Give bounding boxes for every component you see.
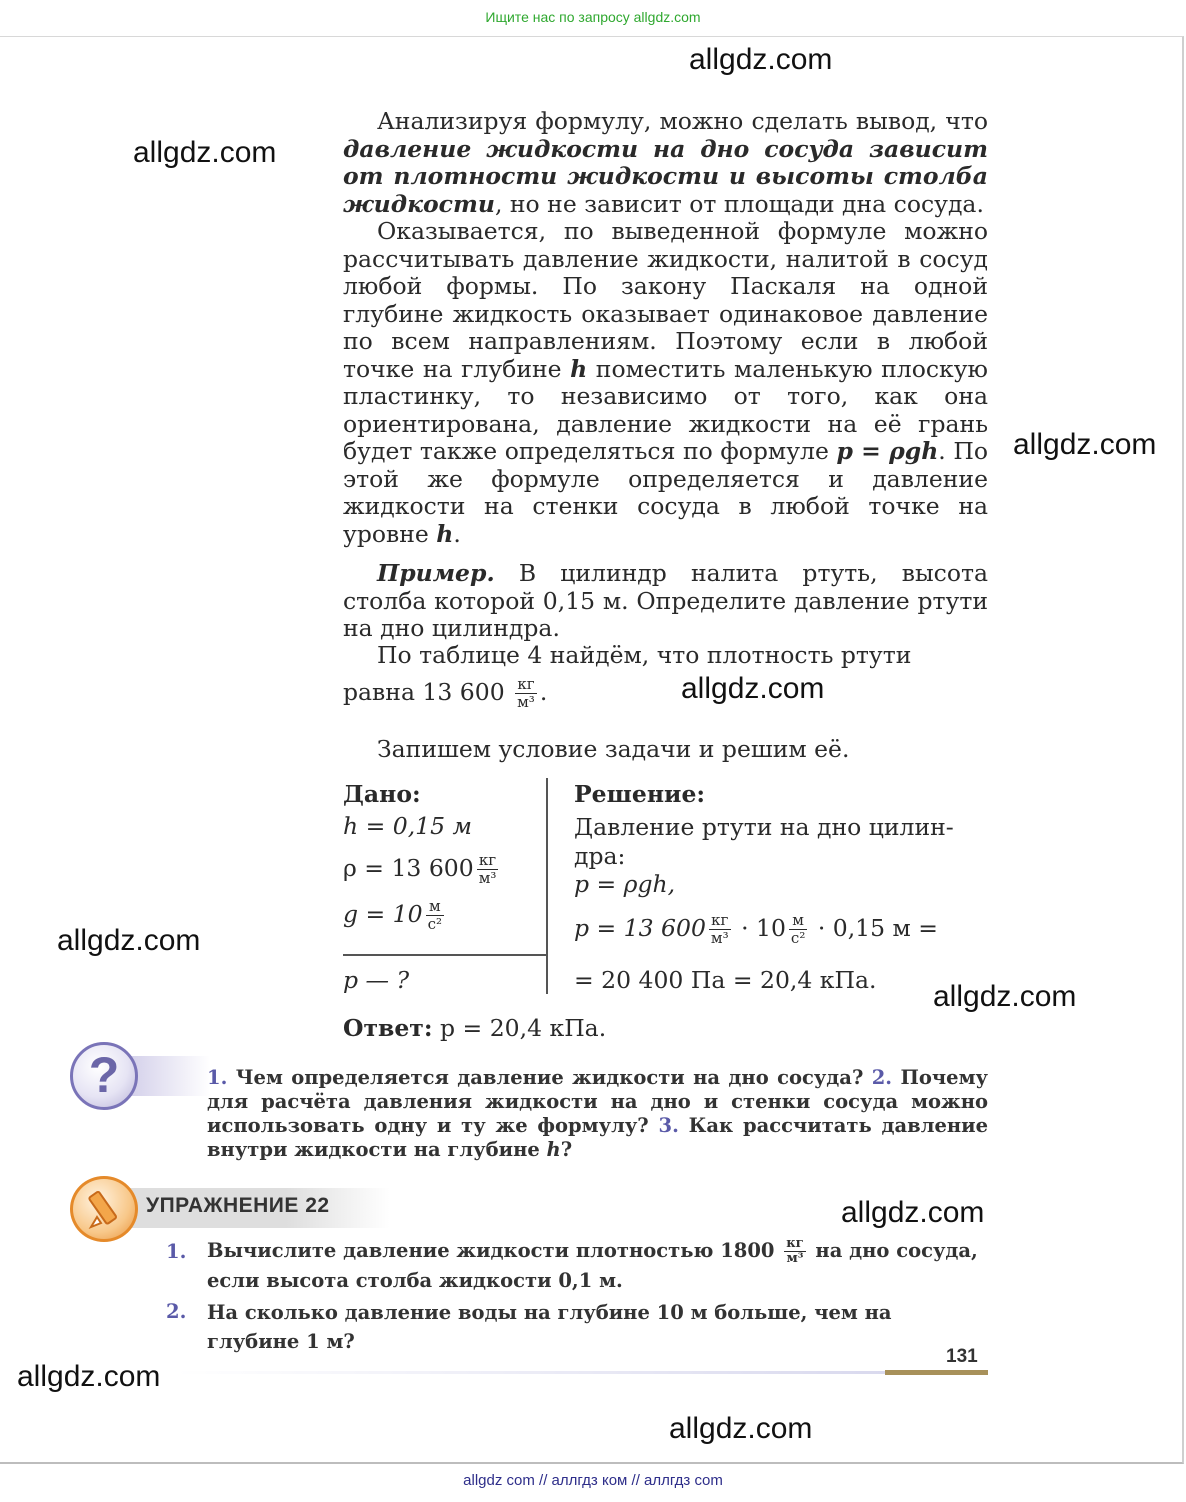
exercise-title: УПРАЖНЕНИЕ 22 xyxy=(146,1194,330,1217)
page-number: 131 xyxy=(946,1346,978,1367)
paragraph-pascal: Оказывается, по выведенной формуле можно рассчитывать давление жидкости, налитой в сосуд любой формы. По закону Паскаля на одной глубине жидкость оказывает одинаковое давление по всем направлениям. Поэтому если в любой точке на глубине h поместить маленькую плоскую пластинку, то независимо от того, как она ориентирована, давление жидкости на её грань будет также определяться по формуле p = ρgh. По этой же формуле определяется и давление жидкости на стенки сосуда в любой точке на уровне h. xyxy=(343,217,988,548)
given-divider xyxy=(546,778,548,994)
watermark: allgdz.com xyxy=(133,136,277,169)
solution-title: Решение: xyxy=(574,780,706,808)
watermark: allgdz.com xyxy=(669,1412,813,1445)
watermark: allgdz.com xyxy=(17,1360,161,1393)
question-icon: ? xyxy=(70,1042,138,1110)
exercise-item: На сколько давление воды на глубине 10 м больше, чем на глубине 1 м? xyxy=(207,1301,892,1353)
answer: Ответ: p = 20,4 кПа. xyxy=(343,1014,607,1042)
solution-text: дра: xyxy=(574,842,626,870)
given-g: g = 10 $\frac{м}{\text{с²}}$ xyxy=(343,897,442,933)
write-condition: Запишем условие задачи и решим её. xyxy=(377,735,850,763)
exercise-number: 2. xyxy=(166,1300,187,1323)
table-reference: По таблице 4 найдём, что плотность ртути xyxy=(377,641,912,669)
watermark: allgdz.com xyxy=(933,980,1077,1013)
solution-text: Давление ртути на дно цилин- xyxy=(574,813,954,841)
questions-block: 1. Чем определяется давление жидкости на дно сосуда? 2. Почему для расчёта давления жидкости на дно и стенки сосуда можно использовать одну и ту же формулу? 3. Как рассчитать давление внутри жидкости на глубине h? xyxy=(207,1066,989,1161)
example-label: Пример. xyxy=(377,559,495,587)
pencil-icon xyxy=(70,1176,138,1242)
bottom-banner[interactable]: allgdz com // аллгдз ком // аллгдз com xyxy=(463,1472,723,1489)
solution-formula: p = ρgh, xyxy=(574,870,676,898)
given-h: h = 0,15 м xyxy=(343,812,473,840)
emphasis-text: давление жидкости на дно сосуда зависит от плотности жидкости и высоты столба жидкости xyxy=(343,134,988,218)
formula: p = ρgh xyxy=(836,437,939,465)
watermark: allgdz.com xyxy=(689,43,833,76)
given-find: p — ? xyxy=(343,966,410,994)
given-title: Дано: xyxy=(343,780,421,808)
example-paragraph: Пример. В цилиндр налита ртуть, высота столба которой 0,15 м. Определите давление ртути на дно цилиндра. xyxy=(343,559,988,642)
solution-result: = 20 400 Па = 20,4 кПа. xyxy=(574,966,877,994)
footer-accent xyxy=(885,1370,988,1375)
watermark: allgdz.com xyxy=(1013,428,1157,461)
exercise-item: Вычислите давление жидкости плотностью 1800 $\frac{кг}{\text{м³}}$ на дно сосуда, если высота столба жидкости 0,1 м. xyxy=(207,1236,978,1292)
given-underline xyxy=(343,954,546,956)
footer-line xyxy=(175,1371,885,1374)
density-unit: $\frac{кг}{\text{м³}}$ xyxy=(517,675,535,711)
paragraph-conclusion: Анализируя формулу, можно сделать вывод, что давление жидкости на дно сосуда зависит от плотности жидкости и высоты столба жидкости, но не зависит от площади дна сосуда. xyxy=(343,107,988,218)
given-rho: ρ = 13 600 $\frac{кг}{\text{м³}}$ xyxy=(343,851,497,887)
watermark: allgdz.com xyxy=(681,672,825,705)
watermark: allgdz.com xyxy=(57,924,201,957)
watermark: allgdz.com xyxy=(841,1196,985,1229)
exercise-number: 1. xyxy=(166,1240,187,1263)
top-banner[interactable]: Ищите нас по запросу allgdz.com xyxy=(485,9,701,25)
density-line: равна 13 600 $\frac{кг}{\text{м³}}$ . xyxy=(343,675,548,711)
solution-calc: p = 13 600 $\frac{кг}{\text{м³}}$ · 10 $\frac{м}{\text{с²}}$ · 0,15 м = xyxy=(574,911,938,947)
